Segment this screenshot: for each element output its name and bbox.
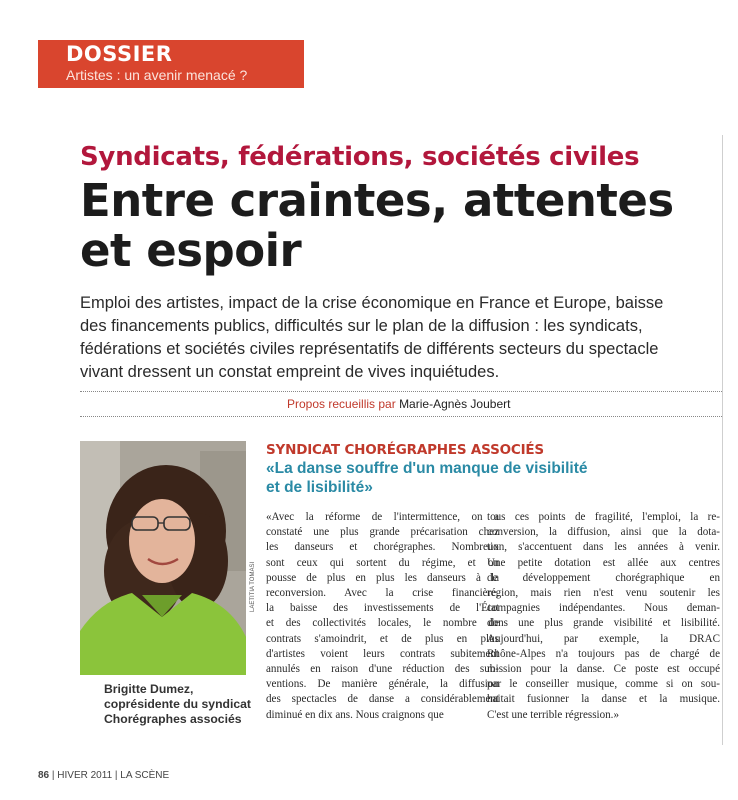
quote-line: et de lisibilité» (266, 479, 373, 496)
dossier-subtitle: Artistes : un avenir menacé ? (66, 67, 248, 83)
body-line: reconversion. Avec la crise financière, (266, 587, 499, 600)
body-line: Aujourd'hui, par exemple, la DRAC (487, 632, 720, 645)
lead-line: Emploi des artistes, impact de la crise économique en France et Europe, baisse (80, 294, 664, 312)
credit-name: Marie-Agnès Joubert (399, 397, 511, 411)
article-overline: Syndicats, fédérations, sociétés civiles (80, 142, 640, 172)
body-line: pousse de plus en plus les danseurs à la (266, 571, 499, 584)
body-line: Rhône-Alpes n'a toujours pas de chargé de (487, 647, 720, 660)
lead-line: des financements publics, difficultés sur le plan de la diffusion : les syndicats, (80, 317, 643, 335)
body-line: compagnies indépendantes. Nous deman- (487, 602, 720, 615)
body-column-1 (266, 510, 499, 723)
dotted-divider (80, 391, 722, 392)
body-line: diminué en dix ans. Nous craignons que (266, 708, 444, 721)
dossier-kicker: DOSSIER (66, 42, 173, 66)
column-rule (722, 135, 723, 745)
body-line: des spectacles de danse a considérablement (266, 693, 499, 706)
body-line: C'est une terrible régression.» (487, 708, 620, 721)
body-line: haitait fusionner la danse et la musique. (487, 693, 720, 706)
body-line: mission pour la danse. Ce poste est occupé (487, 663, 720, 676)
credit-label: Propos recueillis par (287, 397, 396, 411)
dossier-banner (38, 40, 304, 88)
article-headline (80, 176, 720, 276)
caption-line: coprésidente du syndicat (104, 697, 251, 711)
portrait-illustration (80, 441, 246, 675)
body-line: d'artistes voient leurs contrats subitement (266, 647, 499, 660)
body-line: ventions. De manière générale, la diffusion (266, 678, 499, 691)
lead-line: fédérations et sociétés civiles représentatifs de différents secteurs du spectacle (80, 340, 659, 358)
page-footer (38, 770, 169, 781)
body-line: sont ceux qui sortent du régime, et on (266, 556, 499, 569)
page-number: 86 (38, 770, 50, 781)
body-line: de développement chorégraphique en (487, 571, 720, 584)
body-line: tion, s'accentuent dans les années à venir. (487, 541, 720, 554)
caption-line: Chorégraphes associés (104, 712, 242, 726)
body-line: tous ces points de fragilité, l'emploi, la re- (487, 511, 720, 523)
body-line: constaté une plus grande précarisation chez (266, 526, 499, 539)
section-title: SYNDICAT CHORÉGRAPHES ASSOCIÉS (266, 442, 544, 458)
body-line: conversion, la diffusion, ainsi que la dota- (487, 526, 720, 539)
body-line: et des collectivités locales, le nombre de (266, 617, 499, 630)
portrait-photo (80, 441, 246, 675)
body-line: par le conseiller musique, comme si on sou- (487, 678, 720, 691)
footer-issue: | HIVER 2011 | LA SCÈNE (51, 770, 170, 781)
headline-line: et espoir (80, 224, 302, 277)
headline-line: Entre craintes, attentes (80, 174, 674, 227)
dotted-divider (80, 416, 722, 417)
caption-line: Brigitte Dumez, (104, 682, 194, 696)
body-line: Une petite dotation est allée aux centres (487, 556, 720, 569)
body-line: les danseurs et chorégraphes. Nombreux (266, 541, 499, 554)
quote-line: «La danse souffre d'un manque de visibilité (266, 460, 588, 477)
body-line: dons une plus grande visibilité et lisibilité. (487, 617, 720, 630)
body-line: contrats s'amoindrit, et de plus en plus (266, 632, 499, 645)
body-line: région, mais rien n'est venu soutenir les (487, 587, 720, 600)
article-credit (287, 397, 510, 411)
lead-line: vivant dressent un constat empreint de vives inquiétudes. (80, 363, 500, 381)
body-line: annulés en raison d'une réduction des sub- (266, 663, 499, 676)
section-quote (266, 459, 588, 497)
body-column-2 (487, 510, 720, 723)
photo-caption (104, 682, 251, 727)
photo-credit: LAETITIA TOMASI (250, 561, 256, 612)
article-lead (80, 292, 720, 384)
body-line: «Avec la réforme de l'intermittence, on a (266, 511, 499, 523)
body-line: la baisse des investissements de l'État (266, 602, 499, 615)
